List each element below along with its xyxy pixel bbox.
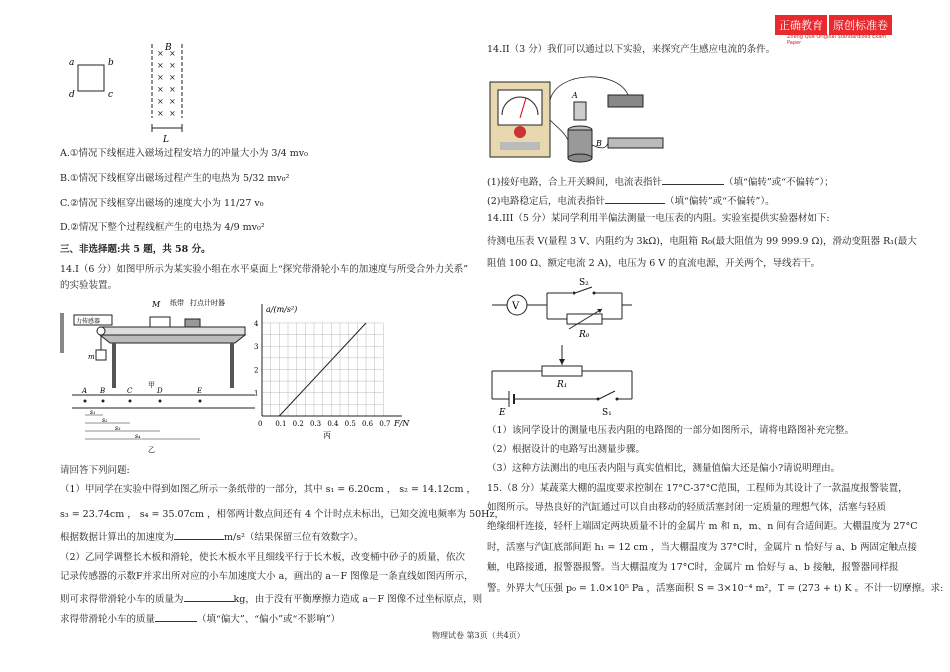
answer-blank-bias[interactable] [155,612,197,622]
svg-text:×: × [169,109,176,118]
label-d: d [69,90,75,100]
c2: （2）根据设计的电路写出测量步骤。 [487,444,646,455]
q14-1-line1: 14.I（6 分）如图甲所示为某实验小组在水平桌面上“探究带滑轮小车的加速度与所受合外力关系” [60,264,469,275]
label-L: L [163,135,169,145]
svg-text:×: × [169,49,176,58]
tape-label: 纸带 [170,299,184,307]
sensor-label: 力传感器 [76,318,101,325]
q15-line4: 时，活塞与汽缸底部间距 h₁ = 12 cm ，当大棚温度为 37°C时，金属片 n 恰好与 a、b 两固定触点接 [487,542,917,553]
s1-label: S₁ [602,408,612,415]
brand-badge [775,16,892,46]
q14-3-line2: 待测电压表 V(量程 3 V、内阻约为 3kΩ)，电阻箱 R₀(最大阻值为 99 999.9 Ω)，滑动变阻器 R₁(最大 [487,236,917,247]
page-footer: 物理试卷 第3页（共4页） [432,631,525,640]
tape-point-d: D [157,387,163,395]
tape-point-b: B [100,387,106,395]
part2-line4-b: （填“偏大”、“偏小”或“不影响”） [197,614,341,625]
x-tick-label: 0.3 [310,420,322,428]
part1-line2: s₃ = 23.74cm ， s₄ = 35.07cm ，相邻两计数点间还有 4 个计时点未标出，已知交流电频率为 50Hz， [60,509,504,520]
tape-point-e: E [197,387,203,395]
option-d: D.②情况下整个过程线框产生的电热为 4/9 mv₀² [60,222,265,233]
s2-label: s₂ [102,417,108,424]
s4-label: s₄ [135,433,141,440]
option-c: C.②情况下线框穿出磁场的速度大小为 11/27 v₀ [60,198,264,209]
bing-label: 丙 [323,431,331,440]
q15-line2: 如图所示。导热良好的汽缸通过可以自由移动的轻质活塞封闭一定质量的理想气体，活塞与轻质 [487,502,887,513]
svg-text:×: × [169,97,176,106]
part2-line4-a: 求得带滑轮小车的质量 [60,614,156,625]
svg-text:×: × [157,61,164,70]
loop-field-figure [60,40,210,150]
answer-blank-r1[interactable] [662,175,724,185]
x-tick-label: 0.4 [327,420,339,428]
y-tick-label: 2 [254,366,259,375]
answer-blank-mass[interactable] [184,592,234,602]
s3-label: s₃ [115,425,121,432]
tape-point-a: A [82,387,88,395]
mass-M-label: M [152,300,161,309]
r0-label: R₀ [579,330,590,340]
q14-3-line1: 14.III（5 分）某同学利用半偏法测量一电压表的内阻。实验室提供实验器材如下: [487,213,830,224]
x-tick-label: 0.2 [292,420,304,428]
label-c: c [108,90,114,100]
part2-line3 [60,592,482,606]
r1-label: R₁ [557,380,568,390]
r2-b: （填“偏转”或“不偏转”）。 [664,196,775,207]
answer-blank-accel[interactable] [174,530,224,540]
x-tick-label: 0.6 [362,420,374,428]
yi-label: 乙 [148,446,155,454]
part2-line3-a: 则可求得带滑轮小车的质量为 [60,594,184,605]
r2 [487,194,775,208]
part2-line4 [60,612,340,626]
x-tick-label: 0.1 [275,420,287,428]
brand-sub: Zheng Que Original Standardized Exam Paper [787,34,887,46]
s1-label: s₁ [90,409,96,416]
induction-figure [488,60,688,170]
x-tick-label: 0 [258,420,263,428]
q14-1-line2: 的实验装置。 [60,280,118,291]
option-a: A.①情况下线框进入磁场过程安培力的冲量大小为 3/4 mv₀ [60,148,308,159]
part1-line3-a: 根据数据计算出的加速度为 [60,532,175,543]
label-B: B [165,43,172,53]
part2-line1: （2）乙同学调整长木板和滑轮，使长木板水平且细线平行于长木板，改变桶中砂子的质量，依次 [60,552,466,563]
r1 [487,175,834,189]
q14-3-line3: 阻值 100 Ω、额定电流 2 A)，电压为 6 V 的直流电源，开关两个，导线若干。 [487,258,821,269]
circuit-diagram [487,275,657,415]
brand-left: 正确教育 [775,15,827,35]
svg-text:×: × [157,73,164,82]
q15-line3: 绝缘细杆连接，轻杆上端固定两块质量不计的金属片 m 和 n，m、n 间有合适间距。大棚温度为 27°C [487,521,918,532]
svg-text:×: × [169,73,176,82]
bucket-m-label: m [88,353,95,361]
x-tick-label: 0.7 [379,420,391,428]
label-b: b [108,58,114,68]
q15-line5: 触，电路接通，报警器报警。当大棚温度为 17°C时，金属片 m 恰好与 a、b 接触，报警器同样报 [487,562,899,573]
part1-line3-b: m/s²（结果保留三位有效数字）。 [224,532,364,543]
r1-a: (1)接好电路，合上开关瞬间，电流表指针 [487,177,662,188]
c1: （1）该同学设计的测量电压表内阻的电路图的一部分如图所示，请将电路图补充完整。 [487,425,855,436]
e-label: E [499,408,506,415]
jia-label: 甲 [148,381,155,389]
q15-line6: 警。外界大气压强 p₀ = 1.0×10⁵ Pa ，活塞面积 S = 3×10⁻⁴ m²，T = (273 + t) K 。不计一切摩擦。求: [487,583,944,594]
s2-label: S₂ [579,278,589,288]
x-tick-label: 0.5 [344,420,356,428]
svg-text:×: × [157,97,164,106]
r1-b: （填“偏转”或“不偏转”）； [723,177,834,188]
y-axis-label: a/(m/s²) [266,305,298,314]
answer-blank-r2[interactable] [605,194,665,204]
svg-text:×: × [169,61,176,70]
label-B: B [596,139,602,148]
x-axis-label: F/N [394,419,410,428]
option-b: B.①情况下线框穿出磁场过程产生的电热为 5/32 mv₀² [60,173,290,184]
label-A: A [572,91,578,100]
part1-line3 [60,530,364,544]
r2-a: (2)电路稳定后，电流表指针 [487,196,605,207]
svg-text:×: × [157,49,164,58]
prompt: 请回答下列问题: [60,465,130,476]
svg-text:×: × [157,85,164,94]
q15-line1: 15.（8 分）某蔬菜大棚的温度要求控制在 17°C-37°C范围，工程师为其设计了一款温度报警装置， [487,483,908,494]
part1-line1: （1）甲同学在实验中得到如图乙所示一条纸带的一部分，其中 s₁ = 6.20cm ， s₂ = 14.12cm ， [60,484,476,495]
y-tick-label: 1 [254,389,259,398]
y-tick-label: 3 [254,343,259,352]
label-a: a [69,58,75,68]
q14-2: 14.II（3 分）我们可以通过以下实验，来探究产生感应电流的条件。 [487,44,776,55]
svg-text:×: × [157,109,164,118]
part2-line3-b: kg，由于没有平衡摩擦力造成 a－F 图像不过坐标原点，则 [233,594,483,605]
a-f-chart [240,298,415,443]
voltmeter-label: V [512,301,520,312]
y-tick-label: 4 [254,319,259,328]
section-title: 三、非选择题:共 5 题，共 58 分。 [60,244,211,255]
svg-text:×: × [169,85,176,94]
tape-point-c: C [127,387,133,395]
apparatus-figure [60,295,263,460]
part2-line2: 记录传感器的示数F并求出所对应的小车加速度大小 a，画出的 a－F 图像是一条直线如图丙所示， [60,571,474,582]
brand-right: 原创标准卷 [829,15,892,35]
timer-label: 打点计时器 [190,299,225,307]
c3: （3）这种方法测出的电压表内阻与真实值相比，测量值偏大还是偏小?请说明理由。 [487,463,841,474]
